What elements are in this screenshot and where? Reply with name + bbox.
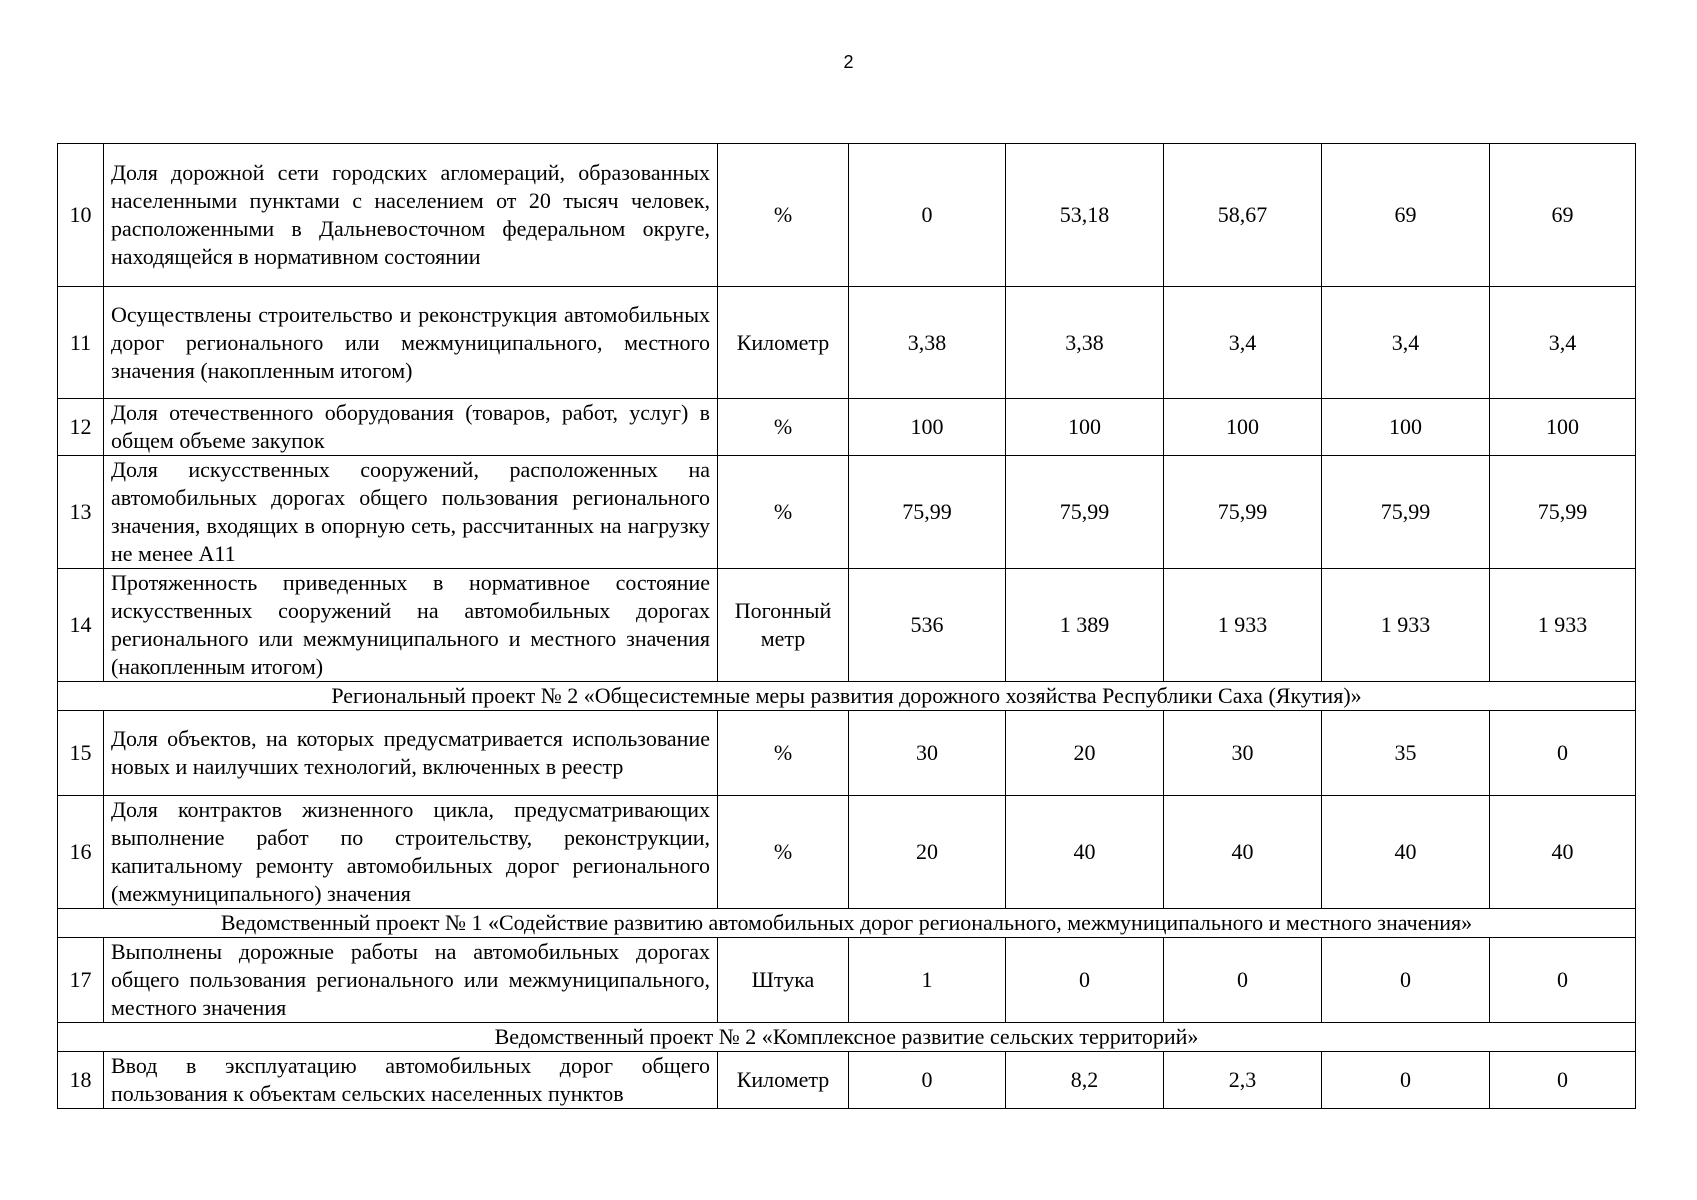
value-cell: 0	[1490, 1052, 1636, 1109]
table-row	[58, 938, 1636, 1023]
row-number: 13	[58, 456, 104, 569]
table-row	[58, 569, 1636, 682]
value-cell: 69	[1490, 144, 1636, 287]
value-cell: 0	[1322, 1052, 1490, 1109]
value-cell: 40	[1490, 796, 1636, 909]
value-cell: 75,99	[849, 456, 1006, 569]
row-number: 10	[58, 144, 104, 287]
value-cell: 75,99	[1322, 456, 1490, 569]
unit-cell: Штука	[718, 938, 849, 1023]
unit-cell: %	[718, 399, 849, 456]
indicators-table	[57, 143, 1636, 1109]
value-cell: 3,4	[1164, 287, 1322, 399]
value-cell: 1 933	[1322, 569, 1490, 682]
table-row	[58, 144, 1636, 287]
table-row	[58, 287, 1636, 399]
value-cell: 0	[1164, 938, 1322, 1023]
indicator-name: Доля объектов, на которых предусматривается использование новых и наилучших технологий, включенных в реестр	[104, 711, 718, 796]
row-number: 17	[58, 938, 104, 1023]
unit-cell: %	[718, 456, 849, 569]
row-number: 16	[58, 796, 104, 909]
indicator-name: Протяженность приведенных в нормативное состояние искусственных сооружений на автомобильных дорогах регионального или межмуниципального и местного значения (накопленным итогом)	[104, 569, 718, 682]
table-row	[58, 711, 1636, 796]
value-cell: 3,4	[1490, 287, 1636, 399]
value-cell: 536	[849, 569, 1006, 682]
value-cell: 35	[1322, 711, 1490, 796]
value-cell: 0	[1006, 938, 1164, 1023]
unit-cell: %	[718, 796, 849, 909]
section-row	[58, 1023, 1636, 1052]
value-cell: 100	[849, 399, 1006, 456]
value-cell: 0	[1490, 711, 1636, 796]
value-cell: 8,2	[1006, 1052, 1164, 1109]
value-cell: 3,38	[1006, 287, 1164, 399]
table-row	[58, 399, 1636, 456]
unit-cell: Километр	[718, 287, 849, 399]
value-cell: 3,38	[849, 287, 1006, 399]
row-number: 11	[58, 287, 104, 399]
indicator-name: Доля дорожной сети городских агломераций, образованных населенными пунктами с населением от 20 тысяч человек, расположенными в Дальневосточном федеральном округе, находящейся в нормативном состоянии	[104, 144, 718, 287]
value-cell: 1 389	[1006, 569, 1164, 682]
section-row	[58, 682, 1636, 711]
table-row	[58, 796, 1636, 909]
value-cell: 3,4	[1322, 287, 1490, 399]
indicator-name: Доля искусственных сооружений, расположенных на автомобильных дорогах общего пользования регионального значения, входящих в опорную сеть, рассчитанных на нагрузку не менее А11	[104, 456, 718, 569]
unit-cell: %	[718, 144, 849, 287]
page-number: 2	[843, 52, 854, 72]
value-cell: 100	[1322, 399, 1490, 456]
value-cell: 30	[1164, 711, 1322, 796]
value-cell: 100	[1164, 399, 1322, 456]
unit-cell: Погонный метр	[718, 569, 849, 682]
value-cell: 58,67	[1164, 144, 1322, 287]
value-cell: 75,99	[1164, 456, 1322, 569]
value-cell: 1 933	[1490, 569, 1636, 682]
section-title: Региональный проект № 2 «Общесистемные меры развития дорожного хозяйства Республики Саха (Якутия)»	[58, 682, 1636, 711]
value-cell: 0	[849, 1052, 1006, 1109]
section-title: Ведомственный проект № 2 «Комплексное развитие сельских территорий»	[58, 1023, 1636, 1052]
value-cell: 75,99	[1490, 456, 1636, 569]
indicator-name: Выполнены дорожные работы на автомобильных дорогах общего пользования регионального или межмуниципального, местного значения	[104, 938, 718, 1023]
section-row	[58, 909, 1636, 938]
unit-cell: %	[718, 711, 849, 796]
value-cell: 40	[1322, 796, 1490, 909]
row-number: 15	[58, 711, 104, 796]
value-cell: 0	[1490, 938, 1636, 1023]
value-cell: 0	[849, 144, 1006, 287]
row-number: 18	[58, 1052, 104, 1109]
value-cell: 40	[1006, 796, 1164, 909]
value-cell: 0	[1322, 938, 1490, 1023]
value-cell: 53,18	[1006, 144, 1164, 287]
value-cell: 40	[1164, 796, 1322, 909]
table-row	[58, 456, 1636, 569]
value-cell: 20	[1006, 711, 1164, 796]
value-cell: 1	[849, 938, 1006, 1023]
table-row	[58, 1052, 1636, 1109]
row-number: 14	[58, 569, 104, 682]
value-cell: 20	[849, 796, 1006, 909]
value-cell: 1 933	[1164, 569, 1322, 682]
value-cell: 2,3	[1164, 1052, 1322, 1109]
value-cell: 69	[1322, 144, 1490, 287]
indicator-name: Доля контрактов жизненного цикла, предусматривающих выполнение работ по строительству, реконструкции, капитальному ремонту автомобильных дорог регионального (межмуниципального) значения	[104, 796, 718, 909]
value-cell: 100	[1490, 399, 1636, 456]
table-body	[58, 144, 1636, 1109]
value-cell: 30	[849, 711, 1006, 796]
row-number: 12	[58, 399, 104, 456]
section-title: Ведомственный проект № 1 «Содействие развитию автомобильных дорог регионального, межмуниципального и местного значения»	[58, 909, 1636, 938]
indicator-name: Доля отечественного оборудования (товаров, работ, услуг) в общем объеме закупок	[104, 399, 718, 456]
value-cell: 75,99	[1006, 456, 1164, 569]
unit-cell: Километр	[718, 1052, 849, 1109]
indicator-name: Ввод в эксплуатацию автомобильных дорог общего пользования к объектам сельских населенных пунктов	[104, 1052, 718, 1109]
value-cell: 100	[1006, 399, 1164, 456]
indicator-name: Осуществлены строительство и реконструкция автомобильных дорог регионального или межмуниципального, местного значения (накопленным итогом)	[104, 287, 718, 399]
